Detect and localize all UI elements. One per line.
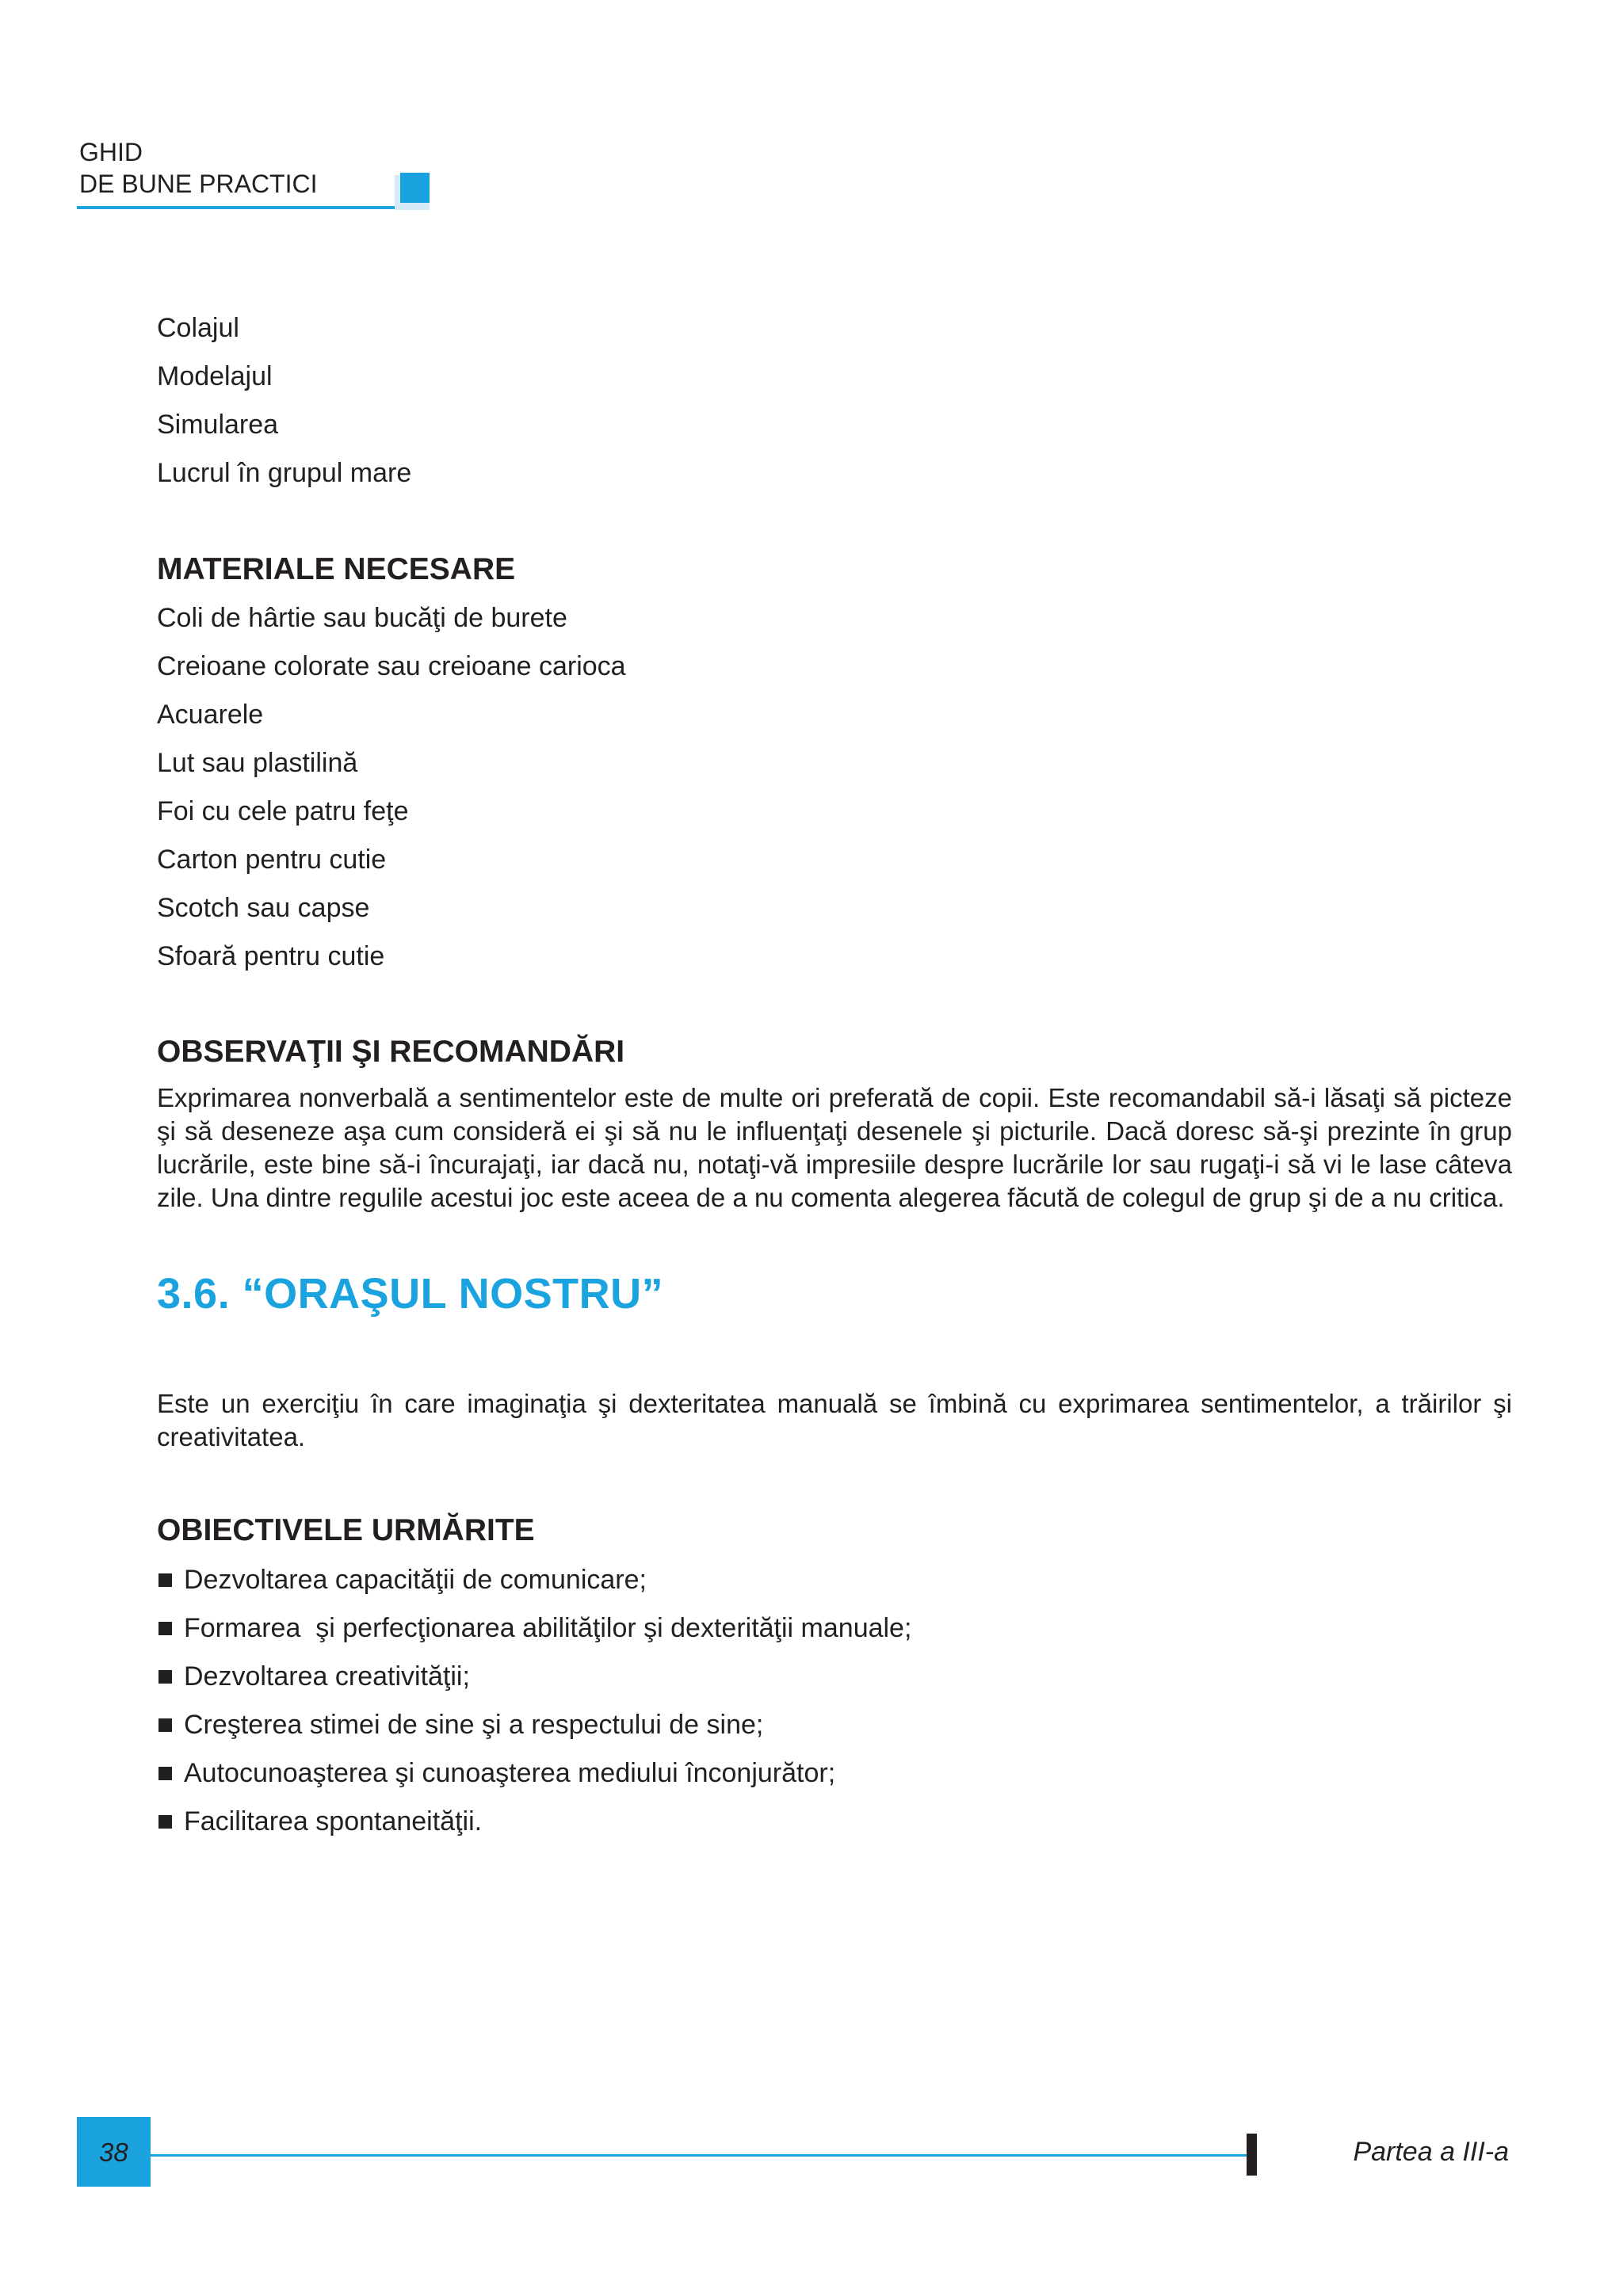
list-item-text: Facilitarea spontaneităţii. [184, 1806, 483, 1836]
list-item [157, 1556, 1512, 1604]
list-item: Lucrul în grupul mare [157, 458, 412, 488]
list-item-text: Dezvoltarea creativităţii; [184, 1661, 470, 1691]
list-item [157, 1749, 1512, 1798]
footer-part-label: Partea a III-a [1353, 2137, 1509, 2167]
header-square [400, 173, 430, 203]
materials-list [157, 594, 1512, 981]
list-item [157, 1653, 1512, 1701]
list-item: Creioane colorate sau creioane carioca [157, 651, 626, 681]
square-bullet-icon [158, 1622, 172, 1635]
list-item [157, 1701, 1512, 1749]
running-header [79, 136, 317, 200]
list-item-text: Creşterea stimei de sine şi a respectului de sine; [184, 1710, 764, 1740]
observations-paragraph: Exprimarea nonverbală a sentimentelor este de multe ori preferată de copii. Este recomandabil să-i lăsaţi să picteze şi să deseneze aşa cum consideră ei şi să nu le influenţaţi desenele şi picturile. Dacă doresc să-şi prezinte în grup lucrările, este bine să-i încurajaţi, iar dacă nu, notaţi-vă impresiile despre lucrările lor sau rugaţi-i să vi le lase câteva zile. Una dintre regulile acestui joc este aceea de a nu comenta alegerea făcută de colegul de grup şi de a nu critica. [157, 1083, 1512, 1212]
list-item: Simularea [157, 410, 279, 440]
list-item: Carton pentru cutie [157, 845, 387, 875]
list-item: Coli de hârtie sau bucăţi de burete [157, 603, 567, 633]
square-bullet-icon [158, 1815, 172, 1829]
page-number: 38 [99, 2138, 128, 2167]
square-bullet-icon [158, 1573, 172, 1587]
list-item: Scotch sau capse [157, 893, 370, 923]
methods-list [157, 304, 1512, 498]
list-item: Acuarele [157, 700, 264, 730]
header-line-2: DE BUNE PRACTICI [79, 170, 318, 198]
chapter-intro-paragraph: Este un exerciţiu în care imaginaţia şi dexteritatea manuală se îmbină cu exprimarea sentimentelor, a trăirilor şi creativitatea. [157, 1389, 1512, 1451]
header-rule [77, 206, 398, 209]
footer-rule [151, 2154, 1250, 2157]
objectives-list [157, 1556, 1512, 1846]
square-bullet-icon [158, 1718, 172, 1732]
square-bullet-icon [158, 1670, 172, 1684]
list-item-text: Dezvoltarea capacităţii de comunicare; [184, 1565, 647, 1595]
page-content [157, 304, 1512, 1846]
footer-bar-marker [1247, 2134, 1257, 2176]
list-item: Colajul [157, 313, 239, 343]
section-title-objectives: OBIECTIVELE URMĂRITE [157, 1513, 535, 1547]
list-item-text: Formarea şi perfecţionarea abilităţilor şi dexterităţii manuale; [184, 1613, 912, 1643]
chapter-title: 3.6. “ORAŞUL NOSTRU” [157, 1270, 664, 1318]
list-item-text: Autocunoaşterea şi cunoaşterea mediului înconjurător; [184, 1758, 836, 1788]
section-title-materials: MATERIALE NECESARE [157, 552, 516, 586]
header-line-1: GHID [79, 138, 143, 166]
list-item [157, 1798, 1512, 1846]
section-title-observations: OBSERVAŢII ŞI RECOMANDĂRI [157, 1035, 625, 1069]
list-item: Foi cu cele patru feţe [157, 796, 409, 826]
list-item [157, 1604, 1512, 1653]
square-bullet-icon [158, 1767, 172, 1780]
list-item: Lut sau plastilină [157, 748, 358, 778]
list-item: Modelajul [157, 361, 273, 391]
list-item: Sfoară pentru cutie [157, 941, 385, 971]
